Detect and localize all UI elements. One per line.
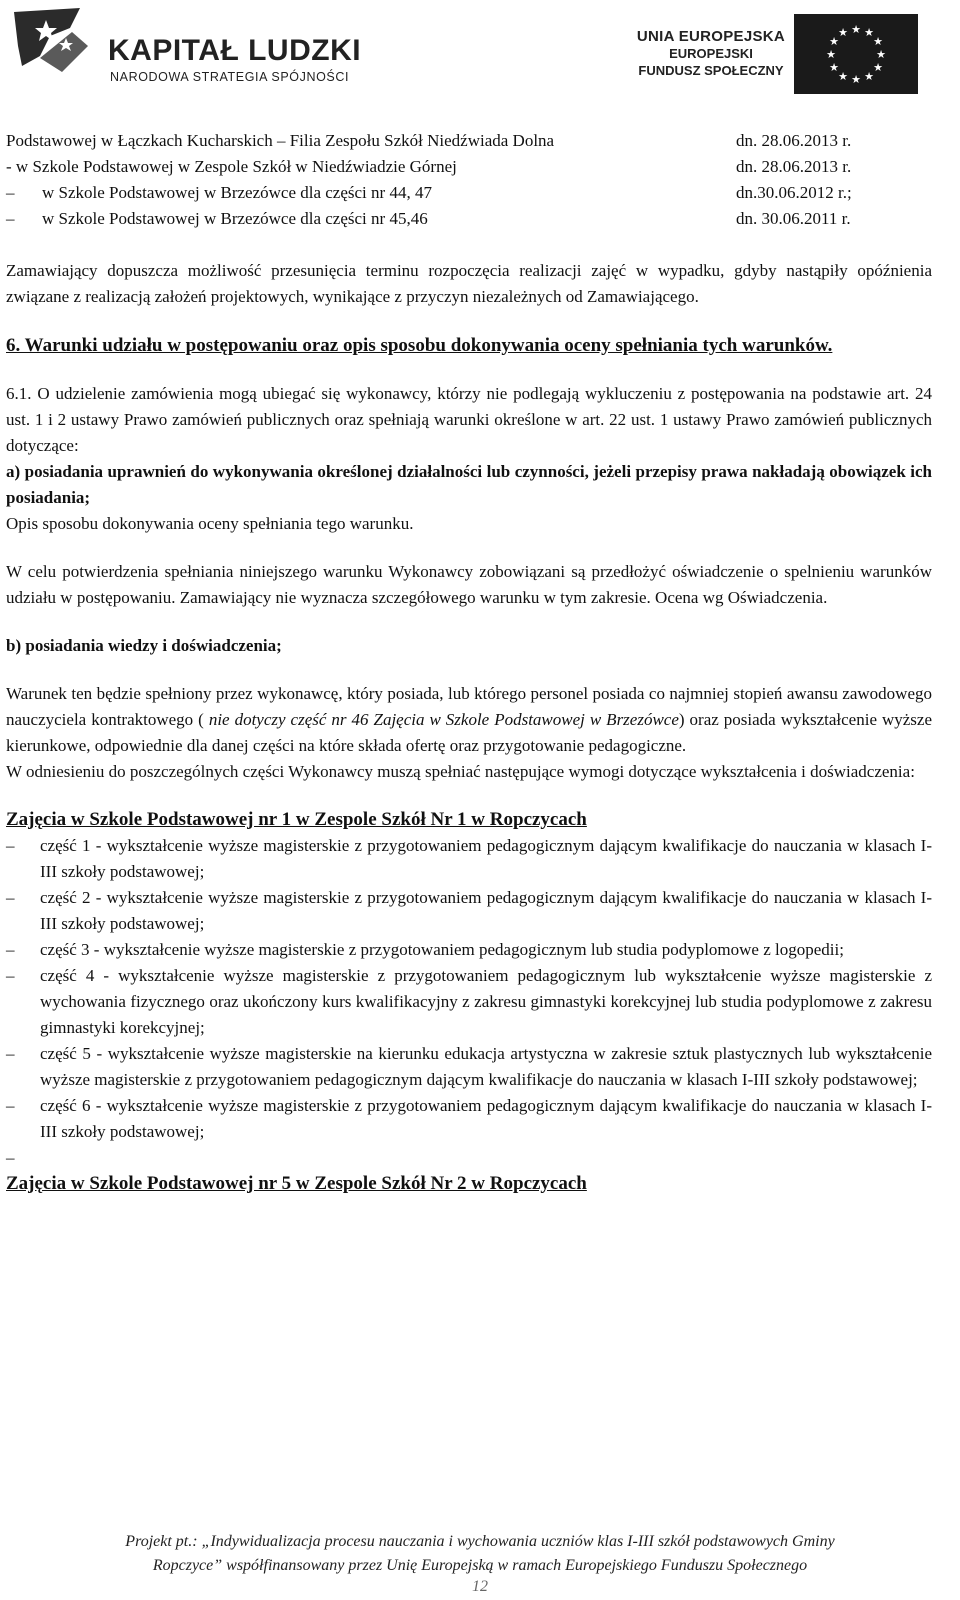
list-dash: – bbox=[6, 183, 15, 202]
list-dash: – bbox=[6, 888, 15, 907]
svg-text:★: ★ bbox=[864, 70, 874, 83]
date-row-text: w Szkole Podstawowej w Brzezówce dla części nr 45,46 bbox=[42, 209, 428, 228]
footer-line-1: Projekt pt.: „Indywidualizacja procesu nauczania i wychowania uczniów klas I-III szkół podstawowych Gminy bbox=[125, 1533, 835, 1550]
svg-text:★: ★ bbox=[826, 48, 836, 61]
list-item-text: część 5 - wykształcenie wyższe magisterskie na kierunku edukacja artystyczna w zakresie sztuk plastycznych lub wykształcenie wyższe magisterskie z przygotowaniem pedagogicznym dającym kwalifikacje do nauczania w klasach I-III szkoły podstawowej; bbox=[40, 1044, 932, 1089]
kapital-ludzki-emblem-icon bbox=[10, 6, 100, 86]
list-item-text: część 2 - wykształcenie wyższe magisterskie z przygotowaniem pedagogicznym dającym kwalifikacje do nauczania w klasach I-III szkoły podstawowej; bbox=[40, 888, 932, 933]
date-row-date: dn. 30.06.2011 r. bbox=[736, 209, 851, 228]
list-item-text: część 4 - wykształcenie wyższe magisterskie z przygotowaniem pedagogicznym lub wykształcenie wyższe magisterskie z wychowania fizycznego oraz ukończony kurs kwalifikacyjny z zakresu gimnastyki korekcyjnej lub studia podyplomowe z zakresu gimnastyki korekcyjnej; bbox=[40, 966, 932, 1037]
svg-text:★: ★ bbox=[864, 26, 874, 39]
kapital-ludzki-title: KAPITAŁ LUDZKI bbox=[108, 34, 362, 67]
date-row-date: dn. 28.06.2013 r. bbox=[736, 157, 852, 176]
condition-b-text-italic: nie dotyczy część nr 46 Zajęcia w Szkole Podstawowej w Brzezówce bbox=[208, 710, 679, 729]
list-item-text: część 6 - wykształcenie wyższe magisterskie z przygotowaniem pedagogicznym dającym kwalifikacje do nauczania w klasach I-III szkoły podstawowej; bbox=[40, 1096, 932, 1141]
eu-logo-line1: UNIA EUROPEJSKA bbox=[636, 28, 786, 45]
date-row bbox=[6, 128, 932, 154]
eu-logo bbox=[636, 14, 956, 94]
section-6-heading: 6. Warunki udziału w postępowaniu oraz opis sposobu dokonywania oceny spełniania tych warunków. bbox=[6, 335, 833, 356]
kapital-ludzki-subtitle: NARODOWA STRATEGIA SPÓJNOŚCI bbox=[110, 70, 350, 84]
eu-logo-text bbox=[636, 28, 786, 79]
delay-paragraph: Zamawiający dopuszcza możliwość przesunięcia terminu rozpoczęcia realizacji zajęć w wypadku, gdyby nastąpiły opóźnienia związane z realizacją założeń projektowych, wynikające z przyczyn niezależnych od Zamawiającego. bbox=[6, 261, 932, 306]
page-number: 12 bbox=[472, 1578, 488, 1595]
project-footer bbox=[0, 1530, 960, 1578]
footer-line-2: Ropczyce” współfinansowany przez Unię Europejską w ramach Europejskiego Funduszu Społecznego bbox=[152, 1557, 808, 1574]
list-dash: – bbox=[6, 836, 15, 855]
list-dash: – bbox=[6, 1148, 15, 1167]
svg-text:★: ★ bbox=[851, 23, 861, 36]
document-body bbox=[6, 128, 932, 1197]
svg-text:★: ★ bbox=[876, 48, 886, 61]
svg-text:★: ★ bbox=[873, 61, 883, 74]
condition-a-heading: a) posiadania uprawnień do wykonywania określonej działalności lub czynności, jeżeli przepisy prawa nakładają obowiązek ich posiadania; bbox=[6, 462, 932, 507]
list-dash: – bbox=[6, 940, 15, 959]
condition-b-paragraph bbox=[6, 681, 932, 759]
svg-text:★: ★ bbox=[873, 35, 883, 48]
condition-a-confirmation: W celu potwierdzenia spełniania niniejszego warunku Wykonawcy zobowiązani są przedłożyć oświadczenie o spelnieniu warunków udziału w postępowaniu. Zamawiający nie wyznacza szczegółowego warunku w tym zakresie. Ocena wg Oświadczenia. bbox=[6, 562, 932, 607]
list-item-empty bbox=[6, 1145, 932, 1171]
list-item-text: część 3 - wykształcenie wyższe magisterskie z przygotowaniem pedagogicznym lub studia podyplomowe z logopedii; bbox=[40, 940, 844, 959]
section-6-1-paragraph: 6.1. O udzielenie zamówienia mogą ubiegać się wykonawcy, którzy nie podlegają wykluczeniu z postępowania na podstawie art. 24 ust. 1 i 2 ustawy Prawo zamówień publicznych oraz spełniają warunki określone w art. 22 ust. 1 ustawy Prawo zamówień publicznych dotyczące: bbox=[6, 384, 932, 455]
eu-flag-icon bbox=[794, 14, 918, 94]
school-1-heading: Zajęcia w Szkole Podstawowej nr 1 w Zespole Szkół Nr 1 w Ropczycach bbox=[6, 809, 587, 830]
list-item bbox=[6, 833, 932, 885]
svg-text:★: ★ bbox=[838, 26, 848, 39]
list-dash: – bbox=[6, 966, 15, 985]
date-row-text: Podstawowej w Łączkach Kucharskich – Filia Zespołu Szkół Niedźwiada Dolna bbox=[6, 131, 555, 150]
svg-text:★: ★ bbox=[851, 73, 861, 86]
eu-logo-line3: FUNDUSZ SPOŁECZNY bbox=[638, 63, 784, 78]
date-row-text: w Szkole Podstawowej w Brzezówce dla części nr 44, 47 bbox=[42, 183, 432, 202]
condition-a-description: Opis sposobu dokonywania oceny spełniania tego warunku. bbox=[6, 514, 414, 533]
condition-b-text-start: Warunek ten będzie spełniony przez wykonawcę, który posiada, lub którego personel posiada co najmniej stopień awansu zawodowego nauczyciela kontraktowego ( bbox=[6, 684, 932, 729]
date-row bbox=[6, 206, 932, 232]
date-row bbox=[6, 154, 932, 180]
condition-b-heading: b) posiadania wiedzy i doświadczenia; bbox=[6, 636, 282, 655]
eu-logo-line2: EUROPEJSKI bbox=[669, 46, 753, 61]
list-dash: – bbox=[6, 1044, 15, 1063]
list-dash: – bbox=[6, 1096, 15, 1115]
date-row bbox=[6, 180, 932, 206]
svg-text:★: ★ bbox=[829, 61, 839, 74]
list-item bbox=[6, 937, 932, 963]
list-item bbox=[6, 1041, 932, 1093]
date-row-text: - w Szkole Podstawowej w Zespole Szkół w Niedźwiadzie Górnej bbox=[6, 157, 457, 176]
svg-text:★: ★ bbox=[829, 35, 839, 48]
list-item bbox=[6, 963, 932, 1041]
list-item-text: część 1 - wykształcenie wyższe magisterskie z przygotowaniem pedagogicznym dającym kwalifikacje do nauczania w klasach I-III szkoły podstawowej; bbox=[40, 836, 932, 881]
kapital-ludzki-logo bbox=[10, 6, 390, 86]
date-row-date: dn.30.06.2012 r.; bbox=[736, 183, 852, 202]
list-item bbox=[6, 885, 932, 937]
condition-b-text-end: ) oraz posiada wykształcenie wyższe kierunkowe, odpowiednie dla danej części na które składa ofertę oraz przygotowanie pedagogiczne. bbox=[6, 710, 933, 755]
list-dash: – bbox=[6, 209, 15, 228]
svg-text:★: ★ bbox=[838, 70, 848, 83]
list-item bbox=[6, 1093, 932, 1145]
condition-b-requirements-intro: W odniesieniu do poszczególnych części Wykonawcy muszą spełniać następujące wymogi dotyczące wykształcenia i doświadczenia: bbox=[6, 762, 915, 781]
school-5-heading: Zajęcia w Szkole Podstawowej nr 5 w Zespole Szkół Nr 2 w Ropczycach bbox=[6, 1173, 587, 1194]
date-row-date: dn. 28.06.2013 r. bbox=[736, 131, 852, 150]
